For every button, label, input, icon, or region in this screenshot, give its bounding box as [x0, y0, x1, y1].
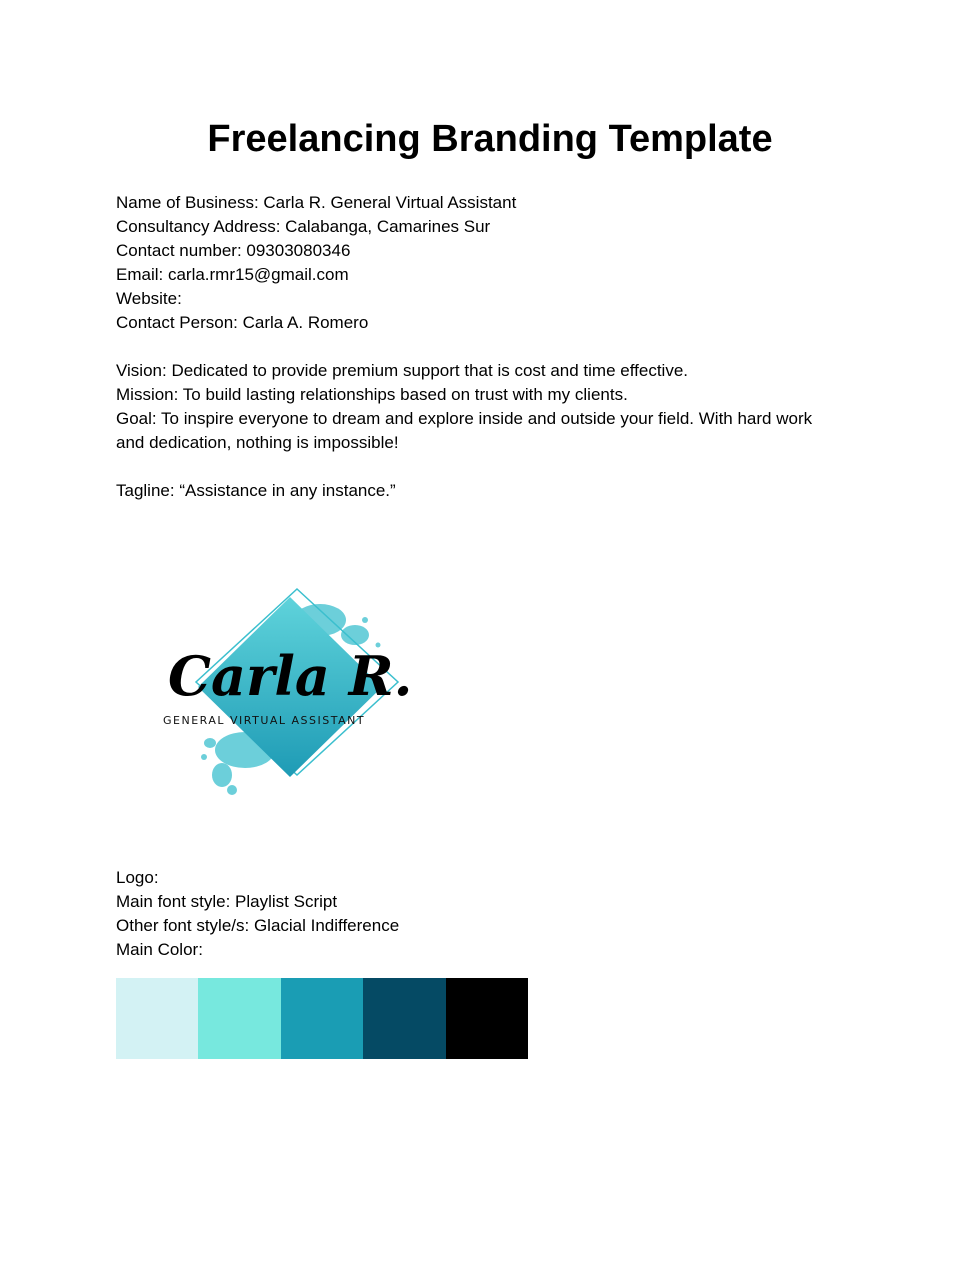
- color-swatch-5: [446, 978, 528, 1059]
- vision-line: Vision: Dedicated to provide premium support that is cost and time effective.: [116, 361, 688, 380]
- goal-line: Goal: To inspire everyone to dream and explore inside and outside your field. With hard work: [116, 409, 813, 428]
- contact-person-line: Contact Person: Carla A. Romero: [116, 313, 369, 332]
- color-swatch-1: [116, 978, 198, 1059]
- main-color-label: Main Color:: [116, 940, 203, 959]
- contact-number-line: Contact number: 09303080346: [116, 241, 351, 260]
- brand-logo-graphic: [150, 575, 420, 805]
- color-swatch-3: [281, 978, 363, 1059]
- email-line: Email: carla.rmr15@gmail.com: [116, 265, 349, 284]
- business-name-line: Name of Business: Carla R. General Virtual Assistant: [116, 193, 517, 212]
- logo-subtitle: GENERAL VIRTUAL ASSISTANT: [163, 714, 366, 727]
- tagline-text: Tagline: “Assistance in any instance.”: [116, 481, 396, 500]
- color-palette: [116, 978, 528, 1059]
- brand-logo: [150, 575, 420, 805]
- color-swatch-4: [363, 978, 445, 1059]
- color-swatch-2: [198, 978, 280, 1059]
- vision-mission-goal: [116, 359, 856, 455]
- main-font-line: Main font style: Playlist Script: [116, 892, 338, 911]
- business-info: [116, 191, 856, 335]
- mission-line: Mission: To build lasting relationships based on trust with my clients.: [116, 385, 628, 404]
- font-style-info: [116, 866, 856, 962]
- goal-line-continued: and dedication, nothing is impossible!: [116, 433, 399, 452]
- tagline: [116, 479, 856, 503]
- website-line: Website:: [116, 289, 182, 308]
- other-font-line: Other font style/s: Glacial Indifference: [116, 916, 400, 935]
- address-line: Consultancy Address: Calabanga, Camarines Sur: [116, 217, 491, 236]
- logo-label: Logo:: [116, 868, 159, 887]
- logo-wordmark: Carla R.: [168, 644, 413, 708]
- document-title: Freelancing Branding Template: [207, 118, 773, 160]
